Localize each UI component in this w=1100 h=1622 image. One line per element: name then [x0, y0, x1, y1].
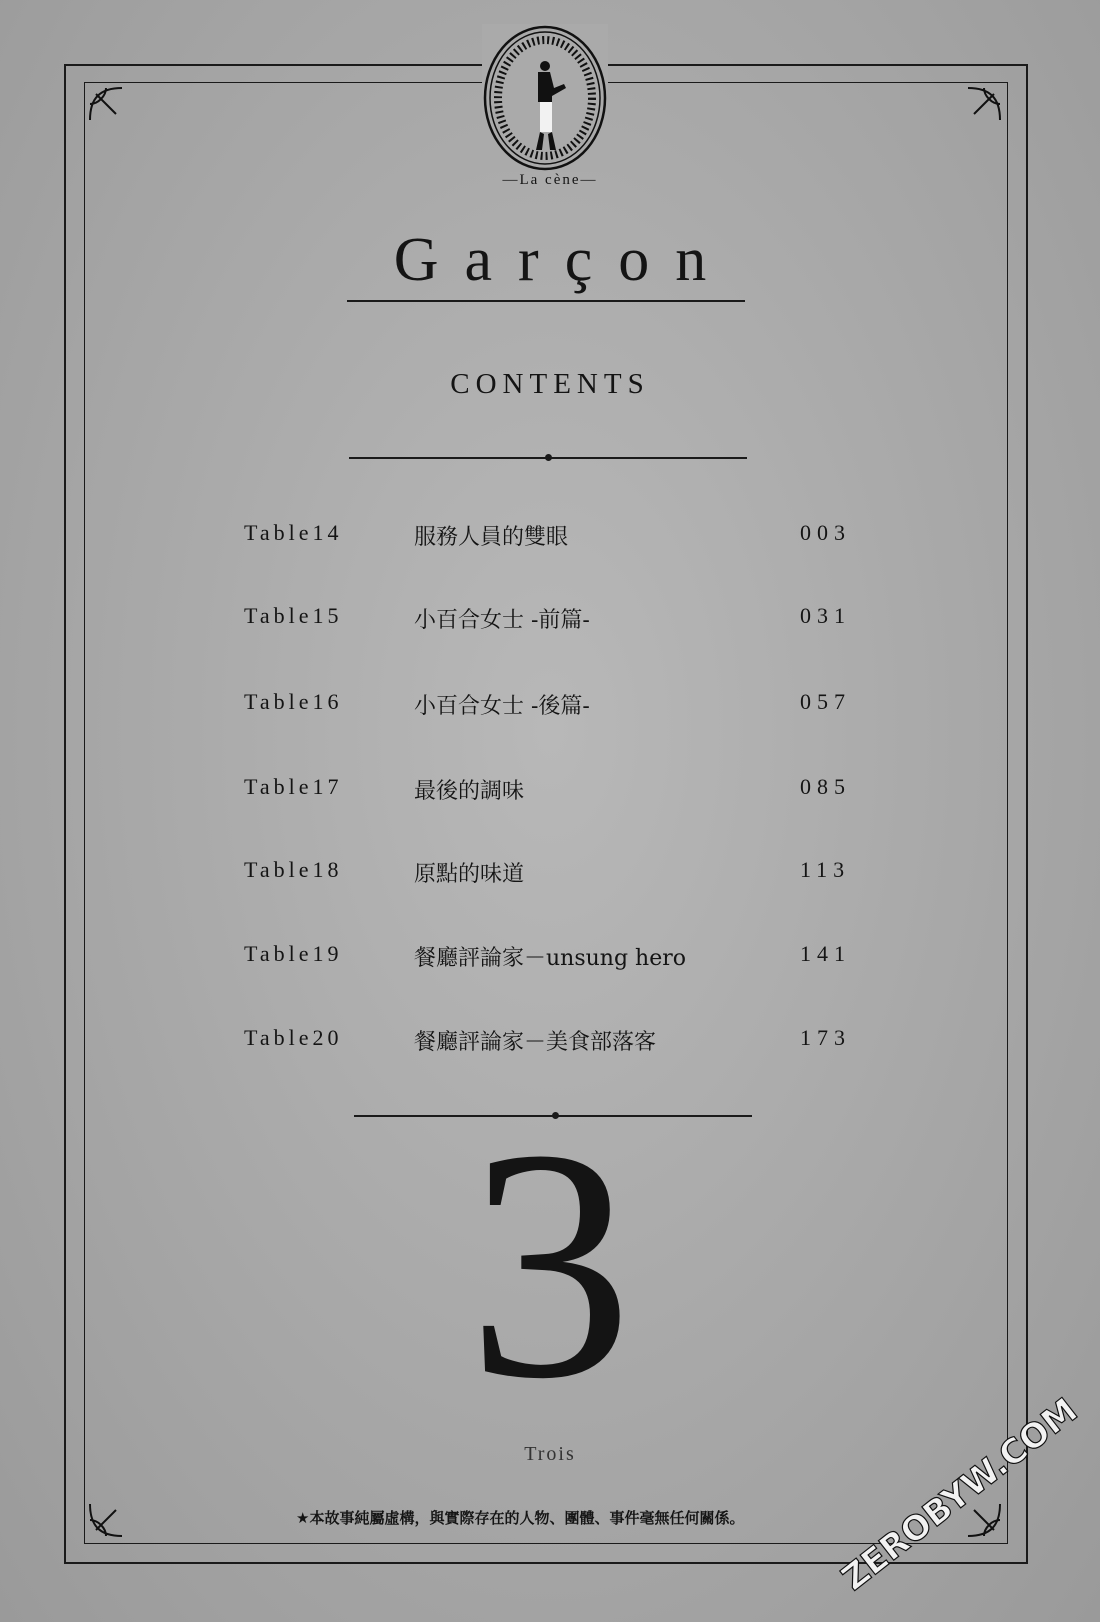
divider	[347, 300, 745, 302]
divider-dot	[545, 454, 552, 461]
book-title: Garçon	[393, 226, 733, 294]
toc-row[interactable]: Table20 餐廳評論家－美食部落客 173	[244, 1025, 851, 1055]
watermark: ZEROBYW.COM	[834, 1390, 1086, 1599]
volume-word: Trois	[524, 1443, 576, 1465]
toc-row[interactable]: Table16 小百合女士 -後篇- 057	[244, 689, 851, 719]
toc-row[interactable]: Table18 原點的味道 113	[244, 857, 851, 887]
logo-caption: —La cène—	[502, 172, 598, 188]
ornament-corner-icon	[86, 1500, 126, 1540]
toc-row[interactable]: Table19 餐廳評論家－unsung hero 141	[244, 941, 851, 971]
toc-row[interactable]: Table15 小百合女士 -前篇- 031	[244, 603, 851, 633]
ornament-corner-icon	[86, 84, 126, 124]
disclaimer: ★本故事純屬虛構，與實際存在的人物、團體、事件毫無任何關係。	[296, 1509, 745, 1527]
contents-heading: CONTENTS	[450, 368, 650, 400]
ornament-corner-icon	[964, 84, 1004, 124]
waiter-emblem-logo	[482, 24, 608, 172]
toc-row[interactable]: Table14 服務人員的雙眼 003	[244, 520, 851, 550]
volume-number: 3	[467, 1082, 633, 1447]
toc-row[interactable]: Table17 最後的調味 085	[244, 774, 851, 804]
